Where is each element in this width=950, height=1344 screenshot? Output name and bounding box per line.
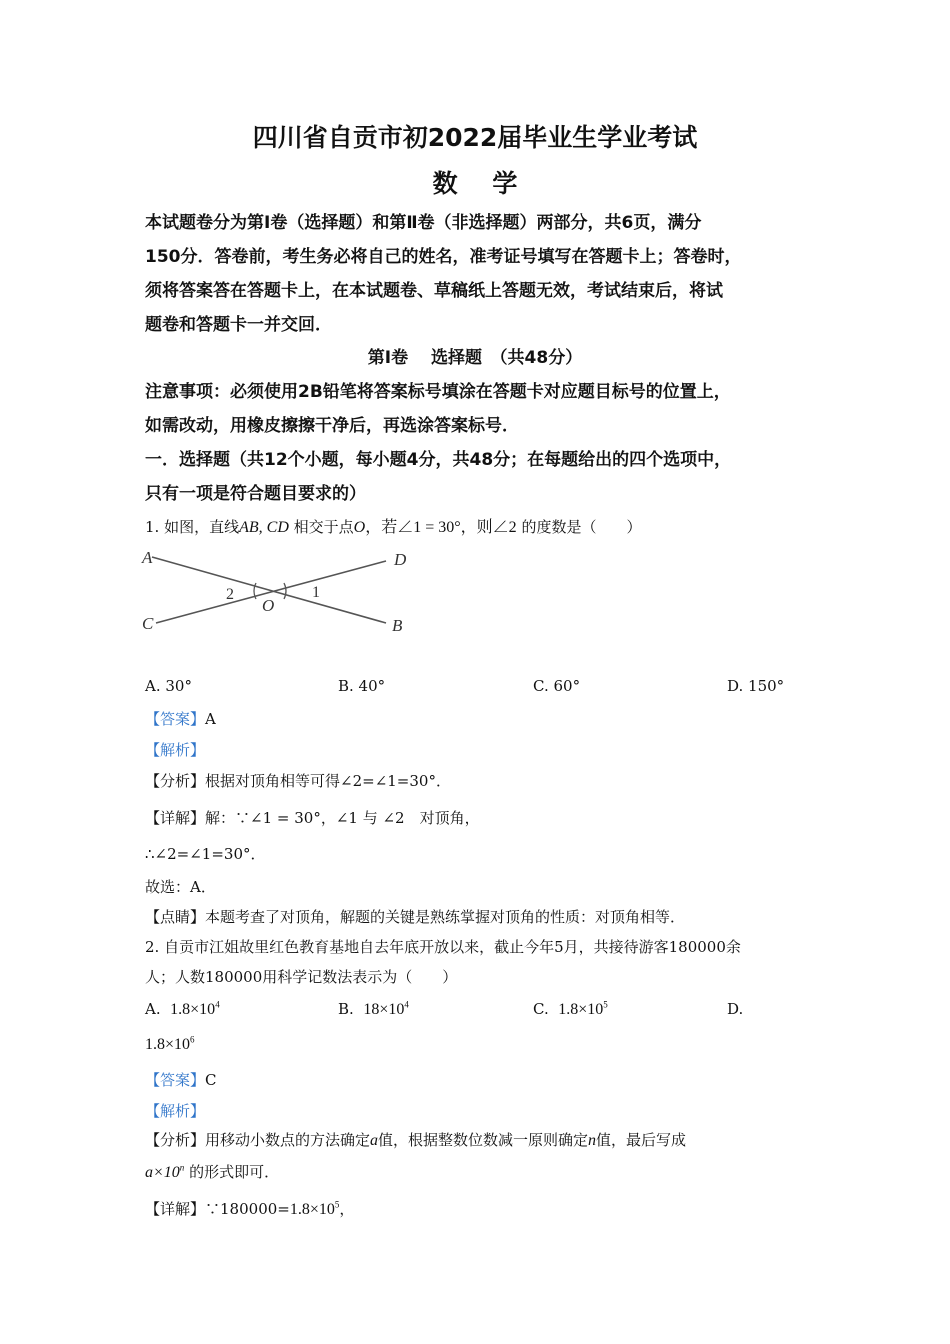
q2-option-d-base: 1.8×10 [145,1036,191,1053]
notice-line-2: 如需改动，用橡皮擦擦干净后，再选涂答案标号． [145,416,519,436]
q1-fenxi-text: 根据对顶角相等可得∠2=∠1=30°． [205,772,451,790]
q1-stem-point: O [353,519,366,536]
part-heading: 第Ⅰ卷 选择题 （共48分） [367,348,583,368]
q1-comment [145,906,685,927]
q2-option-b-exp: 4 [404,999,409,1010]
q2-option-b-value [363,1001,409,1018]
q1-answer-value: A [205,710,216,728]
subject-title: 数 学 [432,169,518,198]
intro-line-2: 150分．答卷前，考生务必将自己的姓名，准考证号填写在答题卡上；答卷时， [145,247,742,267]
q1-comment-tag: 【点睛】 [145,908,206,926]
exam-title: 四川省自贡市初2022届毕业生学业考试 [252,123,698,152]
q2-option-d-exp: 6 [190,1034,195,1045]
q1-therefore: ∴∠2=∠1=30°． [145,845,266,863]
q2-answer-tag: 【答案】 [145,1071,206,1089]
q2-option-c-value [558,1001,608,1018]
q1-option-c: C. 60° [533,677,581,695]
q2-option-c-exp: 5 [603,999,608,1010]
q1-stem-c: ，若∠1 = 30°，则 [365,519,493,536]
label-o: O [262,596,275,615]
q1-detail-tag: 【详解】 [145,809,206,827]
q2-answer [145,1069,217,1090]
q2-option-b-base: 18×10 [363,1001,405,1018]
q2-detail-exp: 5 [334,1199,340,1210]
q2-detail [145,1198,354,1219]
q1-stem-angle: ∠2 [492,519,517,536]
intro-line-3: 须将答案答在答题卡上，在本试题卷、草稿纸上答题无效，考试结束后，将试 [145,281,723,301]
angle-1-arc [284,583,286,599]
intro-line-4: 题卷和答题卡一并交回． [145,315,332,335]
label-angle-2: 2 [226,586,234,603]
q1-answer [145,708,216,729]
q1-option-d: D. 150° [727,677,785,695]
q2-option-a-exp: 4 [215,999,220,1010]
q2-stem-2: 人；人数180000用科学记数法表示为（ ） [145,968,458,986]
q2-fenxi-tag: 【分析】 [145,1131,206,1149]
label-a: A [142,548,153,567]
q2-detail-tail: ， [339,1200,355,1218]
label-c: C [142,614,154,633]
q1-choose: 故选：A． [145,878,216,896]
q2-fenxi-c: 值，最后写成 [596,1131,687,1149]
q2-option-c-base: 1.8×10 [558,1001,604,1018]
q2-option-a [145,1000,220,1019]
q2-fenxi-var-a: a [370,1132,379,1149]
q2-option-a-value [170,1001,220,1018]
q2-detail-base: 1.8×10 [289,1201,335,1218]
q1-analysis-tag: 【解析】 [145,741,206,759]
q2-form [145,1161,279,1182]
q1-stem-lines: AB, CD [239,519,289,536]
q1-stem-d: 的度数是（ ） [521,518,642,536]
q2-option-a-base: 1.8×10 [170,1001,216,1018]
q2-form-exp: n [179,1162,185,1173]
q2-option-b-label: B. [338,1000,354,1018]
q2-option-a-label: A. [145,1000,161,1018]
q2-fenxi [145,1129,686,1150]
q1-comment-text: 本题考查了对顶角，解题的关键是熟练掌握对顶角的性质：对顶角相等． [205,908,686,926]
q1-stem-a: 1. 如图，直线 [145,518,240,536]
q2-answer-value: C [205,1071,217,1089]
section-heading-2: 只有一项是符合题目要求的） [145,484,366,504]
q2-option-d-value [145,1036,195,1054]
q2-option-d-label: D. [727,1000,744,1018]
q2-option-c-label: C. [533,1000,549,1018]
q2-form-base: a×10 [145,1164,180,1181]
q2-form-expr [145,1164,184,1181]
label-angle-1: 1 [312,584,320,601]
q1-stem-b: 相交于点 [293,518,354,536]
q2-analysis-tag: 【解析】 [145,1102,206,1120]
q2-fenxi-a: 用移动小数点的方法确定 [205,1131,371,1149]
section-heading-1: 一．选择题（共12个小题，每小题4分，共48分；在每题给出的四个选项中， [145,450,732,470]
q2-detail-expr [290,1201,340,1218]
q1-option-a: A. 30° [145,677,192,695]
q2-detail-a: ∵180000= [205,1200,290,1218]
q1-detail [145,807,480,828]
q1-fenxi-tag: 【分析】 [145,772,206,790]
q1-fenxi [145,770,451,791]
intro-line-1: 本试题卷分为第Ⅰ卷（选择题）和第Ⅱ卷（非选择题）两部分，共6页，满分 [145,213,702,233]
q2-option-c [533,1000,608,1019]
q1-stem [145,514,641,537]
q1-figure [138,545,418,637]
label-d: D [394,550,407,569]
q1-answer-tag: 【答案】 [145,710,206,728]
label-b: B [392,616,403,635]
q2-option-b [338,1000,409,1019]
q2-stem-1: 2. 自贡市江姐故里红色教育基地自去年底开放以来，截止今年5月，共接待游客180000余 [145,938,741,956]
q2-fenxi-var-n: n [588,1132,597,1149]
q1-detail-text: 解：∵∠1 = 30°，∠1 与 ∠2 对顶角， [205,809,480,827]
q2-detail-tag: 【详解】 [145,1200,206,1218]
notice-line-1: 注意事项：必须使用2B铅笔将答案标号填涂在答题卡对应题目标号的位置上， [145,382,731,402]
q1-option-b: B. 40° [338,677,386,695]
q2-fenxi-b: 值，根据整数位数减一原则确定 [378,1131,589,1149]
q2-form-tail: 的形式即可． [189,1163,280,1181]
